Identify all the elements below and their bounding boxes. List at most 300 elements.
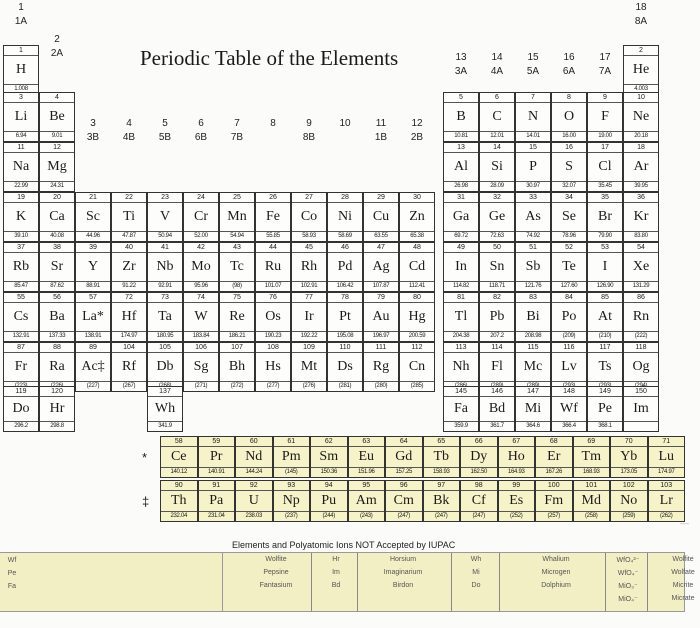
element-cell-br [587, 192, 623, 242]
actinide-cell-cm [385, 480, 423, 522]
element-symbol: Cm [393, 493, 414, 508]
element-cell-c [479, 92, 515, 142]
group-label: 3A [454, 66, 468, 77]
atomic-number: 28 [328, 193, 362, 203]
actinide-cell-cf [460, 480, 498, 522]
element-symbol: Cn [408, 359, 426, 374]
element-cell-kr [623, 192, 659, 242]
atomic-number: 86 [624, 293, 658, 303]
atomic-number: 5 [444, 93, 478, 103]
atomic-number: 2 [624, 46, 658, 56]
atomic-mass: 150.36 [311, 467, 347, 477]
atomic-mass: 131.29 [624, 281, 658, 291]
atomic-mass: 58.69 [328, 231, 362, 241]
element-cell-ca [39, 192, 75, 242]
lanthanide-cell-nd [235, 436, 273, 478]
left-footer-symbol: Wf [7, 557, 17, 564]
atomic-mass: 140.91 [199, 467, 235, 477]
left-footer-box [0, 552, 222, 612]
element-symbol: Co [300, 209, 318, 224]
element-symbol: No [620, 493, 638, 508]
element-symbol: Tl [454, 309, 468, 324]
element-symbol: Sc [86, 209, 100, 224]
element-cell-hg [399, 292, 435, 342]
atomic-number: 36 [624, 193, 658, 203]
element-symbol: Mg [47, 159, 67, 174]
atomic-number: 109 [292, 343, 326, 353]
element-symbol: Pu [321, 493, 337, 508]
atomic-number: 148 [552, 387, 586, 397]
element-symbol: Cs [13, 309, 29, 324]
element-cell-zr [111, 242, 147, 292]
atomic-number: 111 [364, 343, 398, 353]
element-cell-ta [147, 292, 183, 342]
element-symbol: V [159, 209, 171, 224]
atomic-number: 119 [4, 387, 38, 397]
element-cell-pd [327, 242, 363, 292]
element-symbol: Im [633, 401, 649, 416]
element-symbol: Am [355, 493, 377, 508]
not-accepted-cell: Hr [332, 556, 340, 563]
group-label: 18 [635, 2, 647, 13]
element-cell-mo [183, 242, 219, 292]
atomic-number: 68 [536, 437, 572, 447]
element-cell-ne [623, 92, 659, 142]
atomic-number: 57 [76, 293, 110, 303]
atomic-number: 15 [516, 143, 550, 153]
atomic-number: 4 [40, 93, 74, 103]
element-cell-rg [363, 342, 399, 392]
atomic-mass: 186.21 [220, 331, 254, 341]
element-cell-ag [363, 242, 399, 292]
atomic-number: 32 [480, 193, 514, 203]
element-symbol: Tb [433, 449, 450, 464]
atomic-number: 85 [588, 293, 622, 303]
atomic-mass: 74.92 [516, 231, 550, 241]
element-cell-ar [623, 142, 659, 192]
element-symbol: Lv [561, 359, 577, 374]
atomic-mass: 200.59 [400, 331, 434, 341]
element-symbol: Na [12, 159, 30, 174]
atomic-number: 34 [552, 193, 586, 203]
not-accepted-cell: Bd [331, 582, 341, 589]
element-symbol: Mt [300, 359, 318, 374]
atomic-mass: 87.62 [40, 281, 74, 291]
atomic-mass: 167.26 [536, 467, 572, 477]
group-label: 2B [410, 132, 424, 143]
element-cell-k [3, 192, 39, 242]
atomic-mass: (267) [112, 381, 146, 391]
element-cell-te [551, 242, 587, 292]
element-symbol: Ts [598, 359, 612, 374]
element-cell-be [39, 92, 75, 142]
atomic-mass: 208.98 [516, 331, 550, 341]
lanthanide-cell-sm [310, 436, 348, 478]
atomic-mass: 10.81 [444, 131, 478, 141]
element-symbol: Sr [50, 259, 64, 274]
atomic-number: 112 [400, 343, 434, 353]
atomic-number: 16 [552, 143, 586, 153]
atomic-number: 94 [311, 481, 347, 491]
atomic-number: 41 [148, 243, 182, 253]
left-footer-symbol: Fa [7, 583, 17, 590]
atomic-mass: 40.08 [40, 231, 74, 241]
element-symbol: Lu [658, 449, 675, 464]
actinide-cell-fm [535, 480, 573, 522]
element-symbol: Zr [122, 259, 136, 274]
atomic-number: 42 [184, 243, 218, 253]
not-accepted-cell: Do [471, 582, 481, 589]
element-cell-fe [255, 192, 291, 242]
element-symbol: Y [87, 259, 99, 274]
atomic-mass: 114.82 [444, 281, 478, 291]
element-cell-sc [75, 192, 111, 242]
atomic-number: 115 [516, 343, 550, 353]
atomic-number: 137 [148, 387, 182, 397]
element-cell-la [75, 292, 111, 342]
atomic-mass: 54.94 [220, 231, 254, 241]
atomic-mass: 341.9 [148, 421, 182, 431]
element-symbol: Br [598, 209, 612, 224]
not-accepted-cell: Micrate [671, 595, 695, 602]
atomic-number: 14 [480, 143, 514, 153]
element-symbol: Md [581, 493, 601, 508]
not-accepted-cell: Wolfate [671, 569, 695, 576]
atomic-mass: 196.97 [364, 331, 398, 341]
element-cell-bh [219, 342, 255, 392]
element-cell-si [479, 142, 515, 192]
element-symbol: Po [561, 309, 577, 324]
not-accepted-cell: Dolphium [541, 582, 571, 589]
actinide-cell-th [160, 480, 198, 522]
element-cell-ba [39, 292, 75, 342]
element-cell-ge [479, 192, 515, 242]
atomic-number: 104 [112, 343, 146, 353]
group-label: 14 [491, 52, 503, 63]
element-cell-fa [443, 386, 479, 432]
group-label: 8A [634, 16, 648, 27]
element-symbol: Mi [524, 401, 542, 416]
atomic-mass: 58.93 [292, 231, 326, 241]
atomic-mass: (209) [552, 331, 586, 341]
element-cell-ts [587, 342, 623, 392]
atomic-mass: 39.10 [4, 231, 38, 241]
element-symbol: Fl [491, 359, 503, 374]
not-accepted-cell: Mi [472, 569, 480, 576]
lanthanide-cell-ce [160, 436, 198, 478]
not-accepted-table [222, 552, 695, 612]
element-symbol: Rh [300, 259, 318, 274]
atomic-number: 106 [184, 343, 218, 353]
element-cell-na [3, 142, 39, 192]
page-title: Periodic Table of the Elements [140, 46, 399, 70]
element-symbol: Db [156, 359, 174, 374]
atomic-mass: 26.98 [444, 181, 478, 191]
atomic-mass: (285) [400, 381, 434, 391]
group-label: 16 [563, 52, 575, 63]
not-accepted-cell: Whalium [542, 556, 570, 563]
element-symbol: Rb [12, 259, 30, 274]
element-symbol: Ac‡ [81, 359, 105, 374]
atomic-number: 72 [112, 293, 146, 303]
element-cell-fl [479, 342, 515, 392]
element-symbol: Be [49, 109, 65, 124]
atomic-mass: (252) [499, 511, 535, 521]
actinide-cell-md [573, 480, 611, 522]
element-symbol: Yb [620, 449, 638, 464]
atomic-mass: 140.12 [161, 467, 197, 477]
element-symbol: Ti [123, 209, 135, 224]
atomic-number: 39 [76, 243, 110, 253]
atomic-mass: 24.31 [40, 181, 74, 191]
atomic-mass: 298.8 [40, 421, 74, 431]
atomic-mass: 183.84 [184, 331, 218, 341]
atomic-mass: 296.2 [4, 421, 38, 431]
element-symbol: Pb [489, 309, 505, 324]
element-symbol: Ru [264, 259, 282, 274]
element-symbol: Ce [170, 449, 187, 464]
element-symbol: Ag [372, 259, 390, 274]
element-cell-p [515, 142, 551, 192]
element-symbol: Fr [14, 359, 28, 374]
atomic-mass: 174.97 [112, 331, 146, 341]
atomic-number: 77 [292, 293, 326, 303]
atomic-number: 147 [516, 387, 550, 397]
not-accepted-cell: Im [332, 569, 340, 576]
element-symbol: Hr [49, 401, 65, 416]
element-symbol: Al [454, 159, 468, 174]
element-symbol: Cr [194, 209, 208, 224]
atomic-number: 53 [588, 243, 622, 253]
lanthanide-cell-pr [198, 436, 236, 478]
group-label: 5B [158, 132, 172, 143]
element-cell-mt [291, 342, 327, 392]
element-cell-mi [515, 386, 551, 432]
atomic-mass: 158.93 [424, 467, 460, 477]
atomic-mass: 168.93 [574, 467, 610, 477]
group-label: 11 [375, 118, 387, 129]
not-accepted-cell: Birdon [392, 582, 414, 589]
atomic-number: 30 [400, 193, 434, 203]
lanthanide-cell-gd [385, 436, 423, 478]
element-cell-rn [623, 292, 659, 342]
lanthanide-cell-ho [498, 436, 536, 478]
element-symbol: Rf [122, 359, 136, 374]
element-symbol: I [602, 259, 608, 274]
element-symbol: Wh [154, 401, 176, 416]
element-cell-tc [219, 242, 255, 292]
atomic-number: 59 [199, 437, 235, 447]
element-symbol: Bi [526, 309, 540, 324]
element-cell-bd [479, 386, 515, 432]
group-label: 6A [562, 66, 576, 77]
group-label: 15 [527, 52, 539, 63]
element-cell-i [587, 242, 623, 292]
element-cell-se [551, 192, 587, 242]
atomic-mass: 101.07 [256, 281, 290, 291]
element-cell-n [515, 92, 551, 142]
element-symbol: Eu [358, 449, 375, 464]
element-cell-nh [443, 342, 479, 392]
not-accepted-title: Elements and Polyatomic Ions NOT Accepted by IUPAC [232, 540, 456, 550]
atomic-number: 73 [148, 293, 182, 303]
element-symbol: Ta [158, 309, 172, 324]
atomic-number: 17 [588, 143, 622, 153]
atomic-number: 12 [40, 143, 74, 153]
element-cell-ga [443, 192, 479, 242]
group-label: 1A [14, 16, 28, 27]
atomic-mass: 238.03 [236, 511, 272, 521]
atomic-number: 145 [444, 387, 478, 397]
element-symbol: Sn [489, 259, 505, 274]
atomic-number: 76 [256, 293, 290, 303]
element-symbol: Ga [452, 209, 470, 224]
lanthanide-cell-eu [348, 436, 386, 478]
element-cell-s [551, 142, 587, 192]
element-symbol: Fe [266, 209, 280, 224]
atomic-mass: 361.7 [480, 421, 514, 431]
atomic-mass: 359.9 [444, 421, 478, 431]
atomic-mass: 69.72 [444, 231, 478, 241]
atomic-mass: (272) [220, 381, 254, 391]
element-cell-as [515, 192, 551, 242]
element-symbol: Tm [581, 449, 601, 464]
group-label: 4A [490, 66, 504, 77]
element-cell-hr [39, 386, 75, 432]
not-accepted-cell: Horsium [389, 556, 417, 563]
element-cell-hf [111, 292, 147, 342]
atomic-number: 100 [536, 481, 572, 491]
atomic-mass: (237) [274, 511, 310, 521]
group-label: 9 [306, 118, 312, 129]
element-cell-o [551, 92, 587, 142]
element-symbol: Rn [632, 309, 650, 324]
element-symbol: Au [372, 309, 390, 324]
atomic-number: 51 [516, 243, 550, 253]
element-symbol: Nd [245, 449, 263, 464]
element-symbol: Bh [228, 359, 246, 374]
atomic-number: 92 [236, 481, 272, 491]
atomic-number: 55 [4, 293, 38, 303]
atomic-mass: 132.91 [4, 331, 38, 341]
element-symbol: Fm [544, 493, 564, 508]
element-cell-cs [3, 292, 39, 342]
atomic-number: 10 [624, 93, 658, 103]
not-accepted-cell: Fantasium [259, 582, 293, 589]
element-symbol: Cu [372, 209, 390, 224]
element-symbol: Mo [191, 259, 211, 274]
atomic-number: 58 [161, 437, 197, 447]
not-accepted-cell: Pepsine [263, 569, 289, 576]
atomic-number: 46 [328, 243, 362, 253]
element-symbol: Pa [209, 493, 224, 508]
actinide-cell-no [610, 480, 648, 522]
element-symbol: O [563, 109, 575, 124]
atomic-number: 22 [112, 193, 146, 203]
element-symbol: Gd [395, 449, 413, 464]
atomic-number: 102 [611, 481, 647, 491]
element-symbol: Bd [488, 401, 506, 416]
actinide-cell-lr [648, 480, 686, 522]
atomic-number: 56 [40, 293, 74, 303]
atomic-mass: 6.94 [4, 131, 38, 141]
element-cell-wf [551, 386, 587, 432]
element-cell-wh [147, 386, 183, 432]
atomic-mass: (222) [624, 331, 658, 341]
atomic-mass: (280) [364, 381, 398, 391]
atomic-number: 13 [444, 143, 478, 153]
element-symbol: Ba [49, 309, 65, 324]
lanthanide-cell-tb [423, 436, 461, 478]
atomic-number: 120 [40, 387, 74, 397]
element-cell-pb [479, 292, 515, 342]
atomic-mass: 232.04 [161, 511, 197, 521]
element-symbol: He [632, 62, 650, 77]
group-label: 12 [411, 118, 423, 129]
element-symbol: S [565, 159, 573, 174]
element-symbol: La* [82, 309, 104, 324]
atomic-number: 110 [328, 343, 362, 353]
atomic-number: 75 [220, 293, 254, 303]
table-divider [499, 553, 500, 611]
element-symbol: B [456, 109, 466, 124]
element-cell-og [623, 342, 659, 392]
atomic-mass: 4.003 [624, 84, 658, 94]
group-label: 10 [339, 118, 351, 129]
atomic-mass: 47.87 [112, 231, 146, 241]
element-cell-do [3, 386, 39, 432]
element-symbol: N [527, 109, 539, 124]
element-symbol: Wf [560, 401, 578, 416]
atomic-number: 9 [588, 93, 622, 103]
atomic-mass: 65.38 [400, 231, 434, 241]
group-label: 17 [599, 52, 611, 63]
element-symbol: Si [491, 159, 503, 174]
element-cell-in [443, 242, 479, 292]
not-accepted-cell: WfO₄²⁻ [616, 557, 640, 564]
atomic-mass: 174.97 [649, 467, 685, 477]
atomic-mass: 78.96 [552, 231, 586, 241]
atomic-number: 108 [256, 343, 290, 353]
atomic-number: 103 [649, 481, 685, 491]
atomic-number: 88 [40, 343, 74, 353]
element-cell-pt [327, 292, 363, 342]
atomic-number: 27 [292, 193, 326, 203]
group-label: 1 [18, 2, 24, 13]
atomic-number: 31 [444, 193, 478, 203]
element-cell-he [623, 45, 659, 95]
element-cell-au [363, 292, 399, 342]
element-symbol: Hg [408, 309, 426, 324]
atomic-number: 26 [256, 193, 290, 203]
element-symbol: Lr [659, 493, 673, 508]
atomic-mass: 157.25 [386, 467, 422, 477]
atomic-mass: 20.18 [624, 131, 658, 141]
element-cell-cl [587, 142, 623, 192]
atomic-number: 95 [349, 481, 385, 491]
element-symbol: Os [265, 309, 281, 324]
element-cell-ni [327, 192, 363, 242]
atomic-number: 65 [424, 437, 460, 447]
element-symbol: Sg [193, 359, 209, 374]
not-accepted-cell: Wolfite [265, 556, 287, 563]
atomic-mass: 91.22 [112, 281, 146, 291]
atomic-mass: 9.01 [40, 131, 74, 141]
element-cell-lv [551, 342, 587, 392]
element-symbol: Te [562, 259, 576, 274]
atomic-number: 87 [4, 343, 38, 353]
element-symbol: As [525, 209, 541, 224]
